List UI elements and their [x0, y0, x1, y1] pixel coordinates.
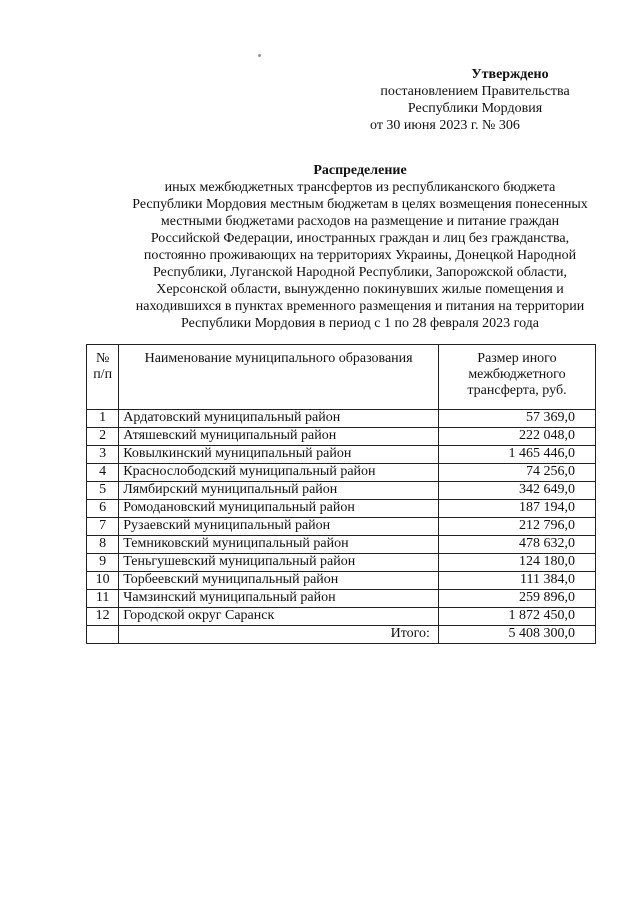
distribution-table [86, 344, 596, 644]
row-amount: 111 384,0 [438, 572, 595, 590]
heading-line: иных межбюджетных трансфертов из республиканского бюджета [164, 180, 556, 195]
header-name: Наименование муниципального образования [119, 345, 439, 410]
header-num-line-1: № [95, 351, 110, 366]
approval-stamp [360, 66, 590, 134]
table-row [87, 590, 596, 608]
heading-line: постоянно проживающих на территориях Украины, Донецкой Народной [143, 248, 577, 263]
scan-dot [258, 54, 261, 57]
row-amount: 222 048,0 [438, 428, 595, 446]
row-amount: 124 180,0 [438, 554, 595, 572]
row-name: Чамзинский муниципальный район [119, 590, 439, 608]
header-amount-line-1: Размер иного [477, 351, 557, 366]
table-row [87, 608, 596, 626]
row-num: 9 [87, 554, 119, 572]
heading-title: Распределение [313, 163, 407, 178]
table-row [87, 518, 596, 536]
row-num: 11 [87, 590, 119, 608]
row-amount: 57 369,0 [438, 410, 595, 428]
table-row [87, 410, 596, 428]
heading-line: Республики Мордовия в период с 1 по 28 февраля 2023 года [180, 316, 540, 331]
header-amount [438, 345, 595, 410]
table-body [87, 410, 596, 626]
table-row [87, 446, 596, 464]
heading-line: Херсонской области, вынужденно покинувших жилые помещения и [156, 282, 564, 297]
row-amount: 1 872 450,0 [438, 608, 595, 626]
table-row [87, 464, 596, 482]
heading-line: Республики, Луганской Народной Республики, Запорожской области, [152, 265, 568, 280]
header-amount-line-3: трансферта, руб. [467, 383, 567, 398]
row-amount: 478 632,0 [438, 536, 595, 554]
header-amount-line-2: межбюджетного [468, 367, 566, 382]
row-name: Городской округ Саранск [119, 608, 439, 626]
row-num: 6 [87, 500, 119, 518]
row-name: Краснослободский муниципальный район [119, 464, 439, 482]
row-amount: 342 649,0 [438, 482, 595, 500]
header-num-line-2: п/п [93, 367, 113, 382]
row-num: 10 [87, 572, 119, 590]
row-name: Лямбирский муниципальный район [119, 482, 439, 500]
approval-line-1: постановлением Правительства [380, 84, 570, 99]
row-num: 3 [87, 446, 119, 464]
table-row [87, 428, 596, 446]
row-name: Торбеевский муниципальный район [119, 572, 439, 590]
row-name: Ардатовский муниципальный район [119, 410, 439, 428]
heading-line: Республики Мордовия местным бюджетам в целях возмещения понесенных [132, 197, 588, 212]
total-empty-cell [87, 626, 119, 644]
total-row [87, 626, 596, 644]
row-amount: 259 896,0 [438, 590, 595, 608]
row-num: 4 [87, 464, 119, 482]
row-num: 12 [87, 608, 119, 626]
total-amount: 5 408 300,0 [438, 626, 595, 644]
table-row [87, 554, 596, 572]
row-num: 2 [87, 428, 119, 446]
table-row [87, 572, 596, 590]
row-amount: 1 465 446,0 [438, 446, 595, 464]
row-name: Темниковский муниципальный район [119, 536, 439, 554]
heading-line: находившихся в пунктах временного размещения и питания на территории [135, 299, 585, 314]
row-name: Рузаевский муниципальный район [119, 518, 439, 536]
approval-date: от 30 июня 2023 г. № 306 [370, 118, 520, 133]
row-amount: 74 256,0 [438, 464, 595, 482]
row-num: 8 [87, 536, 119, 554]
document-heading [80, 162, 640, 332]
row-amount: 187 194,0 [438, 500, 595, 518]
row-num: 1 [87, 410, 119, 428]
row-name: Атяшевский муниципальный район [119, 428, 439, 446]
table-row [87, 536, 596, 554]
total-label: Итого: [119, 626, 439, 644]
row-num: 5 [87, 482, 119, 500]
table-row [87, 482, 596, 500]
row-name: Ковылкинский муниципальный район [119, 446, 439, 464]
approval-line-2: Республики Мордовия [407, 101, 543, 116]
table-header-row [87, 345, 596, 410]
row-name: Ромодановский муниципальный район [119, 500, 439, 518]
header-num [87, 345, 119, 410]
heading-line: местными бюджетами расходов на размещение и питание граждан [160, 214, 560, 229]
row-num: 7 [87, 518, 119, 536]
heading-line: Российской Федерации, иностранных граждан и лиц без гражданства, [150, 231, 570, 246]
row-amount: 212 796,0 [438, 518, 595, 536]
table-row [87, 500, 596, 518]
row-name: Теньгушевский муниципальный район [119, 554, 439, 572]
approval-title: Утверждено [471, 67, 549, 82]
